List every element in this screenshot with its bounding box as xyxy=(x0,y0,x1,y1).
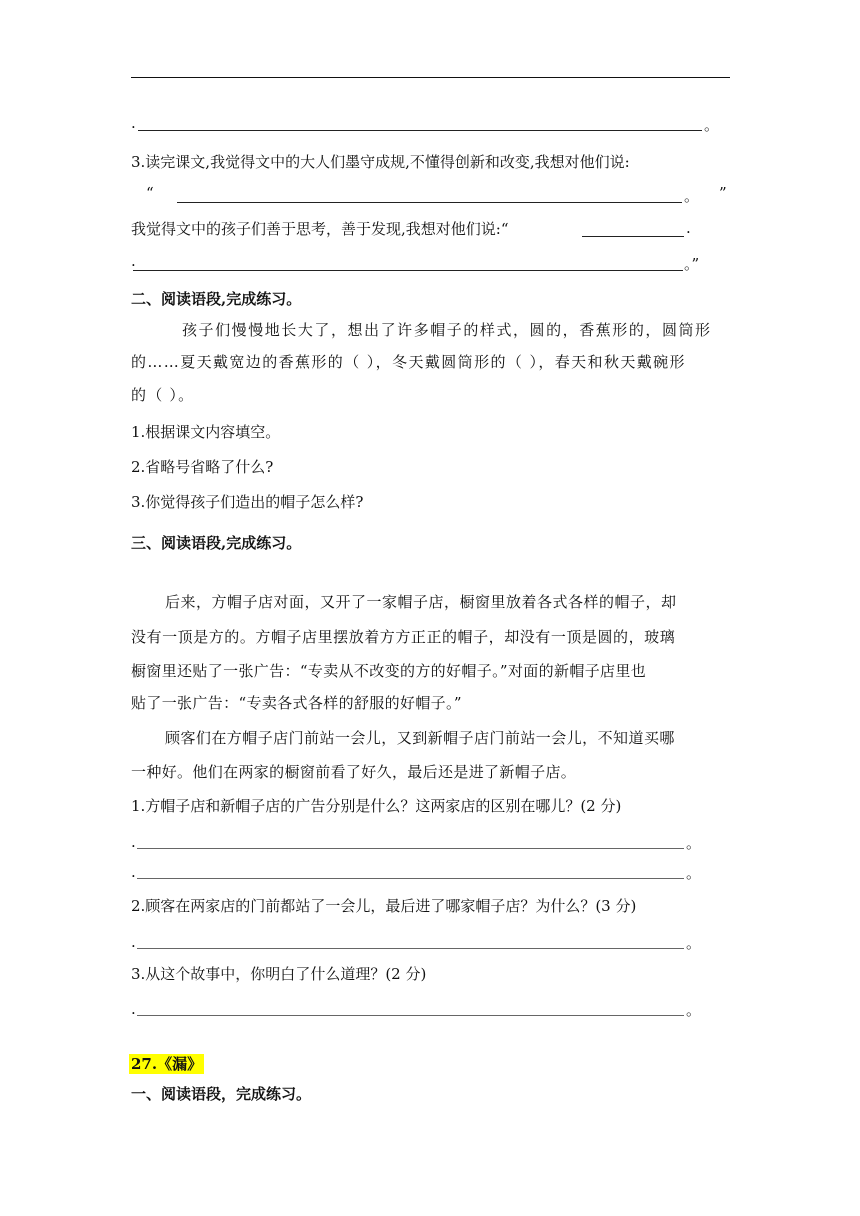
passage-line: 没有一顶是方的。方帽子店里摆放着方方正正的帽子，却没有一顶是圆的，玻璃 xyxy=(131,628,676,646)
question-1: 1.方帽子店和新帽子店的广告分别是什么？这两家店的区别在哪儿？(2 分) xyxy=(131,797,622,815)
lesson-title: 27.《漏》 xyxy=(131,1055,203,1073)
answer-line[interactable] xyxy=(177,202,682,203)
top-separator xyxy=(131,77,730,78)
answer-end-quote: 。” xyxy=(684,255,700,273)
passage-line: 顾客们在方帽子店门前站一会儿，又到新帽子店门前站一会儿，不知道买哪 xyxy=(165,729,675,747)
answer-dot: . xyxy=(131,833,136,851)
passage-line: 贴了一张广告：“专卖各式各样的舒服的好帽子。” xyxy=(131,694,462,712)
answer-line[interactable] xyxy=(137,848,684,849)
answer-line[interactable] xyxy=(137,1015,684,1016)
question-1: 1.根据课文内容填空。 xyxy=(131,423,281,441)
section-2-heading: 二、阅读语段,完成练习。 xyxy=(131,290,302,308)
answer-dot: . xyxy=(131,933,136,951)
answer-end: 。 xyxy=(684,187,700,205)
answer-dot: . xyxy=(686,219,691,237)
answer-end: 。 xyxy=(704,116,720,134)
question-2: 2.省略号省略了什么? xyxy=(131,458,274,476)
answer-dot: . xyxy=(131,863,136,881)
question-3-text: 3.读完课文,我觉得文中的大人们墨守成规,不懂得创新和改变,我想对他们说: xyxy=(131,153,630,171)
answer-dot: . xyxy=(131,114,136,132)
question-3: 3.从这个故事中，你明白了什么道理？(2 分) xyxy=(131,965,427,983)
lesson-section-heading: 一、阅读语段，完成练习。 xyxy=(131,1085,312,1103)
answer-end: 。 xyxy=(686,834,702,852)
answer-line[interactable] xyxy=(137,948,684,949)
answer-end: 。 xyxy=(686,1001,702,1019)
answer-line[interactable] xyxy=(133,270,683,271)
passage-line: 一种好。他们在两家的橱窗前看了好久，最后还是进了新帽子店。 xyxy=(131,763,577,781)
children-comment-text: 我觉得文中的孩子们善于思考，善于发现,我想对他们说:“ xyxy=(131,220,509,238)
close-quote: ” xyxy=(719,184,727,202)
answer-dot: . xyxy=(131,1000,136,1018)
answer-line[interactable] xyxy=(137,878,684,879)
answer-dot: . xyxy=(131,252,136,270)
answer-end: 。 xyxy=(686,934,702,952)
open-quote: “ xyxy=(146,184,154,202)
answer-end: 。 xyxy=(686,864,702,882)
question-2: 2.顾客在两家店的门前都站了一会儿，最后进了哪家帽子店？为什么？(3 分) xyxy=(131,897,637,915)
passage-line: 的（ ）。 xyxy=(131,386,195,404)
passage-line: 孩子们慢慢地长大了，想出了许多帽子的样式，圆的，香蕉形的，圆筒形 xyxy=(182,321,712,339)
question-3: 3.你觉得孩子们造出的帽子怎么样? xyxy=(131,493,364,511)
passage-line: 的……夏天戴宽边的香蕉形的（ ），冬天戴圆筒形的（ ），春天和秋天戴碗形 xyxy=(131,353,686,371)
passage-line: 后来，方帽子店对面，又开了一家帽子店，橱窗里放着各式各样的帽子，却 xyxy=(165,593,677,611)
section-3-heading: 三、阅读语段,完成练习。 xyxy=(131,534,302,552)
passage-line: 橱窗里还贴了一张广告：“专卖从不改变的方的好帽子。”对面的新帽子店里也 xyxy=(131,662,647,680)
answer-line[interactable] xyxy=(582,236,684,237)
answer-line[interactable] xyxy=(138,130,702,131)
